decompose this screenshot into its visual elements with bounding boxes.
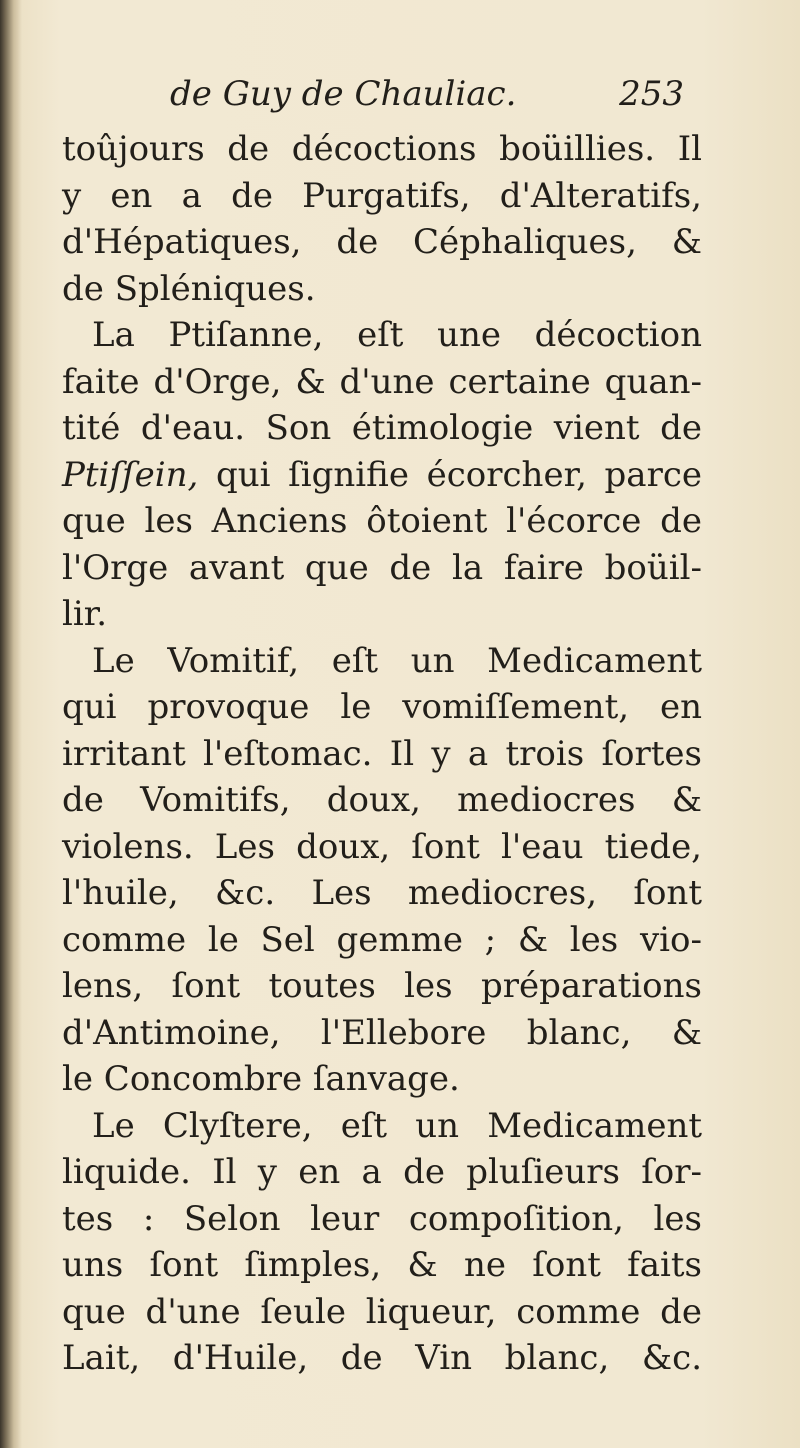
text-line: comme le Sel gemme ; & les vio- <box>62 919 702 960</box>
binding-gutter <box>0 0 22 1448</box>
text-line: irritant l'eſtomac. Il y a trois ſortes <box>62 733 702 774</box>
text-line: toûjours de décoctions boüillies. Il <box>62 129 702 169</box>
text-line: uns ſont ſimples, & ne ſont faits <box>62 1245 702 1285</box>
text-line: tes : Selon leur compoſition, les <box>62 1198 702 1239</box>
text-line: l'huile, &c. Les mediocres, ſont <box>62 873 702 913</box>
text-line: le Concombre ſanvage. <box>62 1059 460 1099</box>
text-line: y en a de Purgatifs, d'Alteratifs, <box>62 175 702 216</box>
text-line: Le Vomitif, eſt un Medicament <box>92 640 702 681</box>
text-line: de Spléniques. <box>62 268 316 309</box>
text-line: l'Orge avant que de la faire boüil- <box>62 547 702 588</box>
text-line-rest: qui ſignifie écorcher, parce <box>215 454 702 495</box>
text-line: lir. <box>62 594 108 634</box>
text-line: faite d'Orge, & d'une certaine quan- <box>62 361 702 402</box>
text-line-with-italic <box>62 452 702 499</box>
running-head-title: de Guy de Chauliac. <box>170 74 517 114</box>
text-line: violens. Les doux, ſont l'eau tiede, <box>62 826 702 867</box>
text-line: Lait, d'Huile, de Vin blanc, &c. <box>62 1338 702 1378</box>
text-line: La Ptiſanne, eſt une décoction <box>92 315 702 355</box>
text-line: de Vomitifs, doux, mediocres & <box>62 780 702 820</box>
page-number: 253 <box>619 74 684 114</box>
text-line: liquide. Il y en a de pluſieurs ſor- <box>62 1152 702 1192</box>
italic-word-ptissein: Ptiſſein, <box>62 454 199 495</box>
text-line: que les Anciens ôtoient l'écorce de <box>62 501 702 541</box>
body-text <box>62 126 702 1382</box>
running-head <box>62 70 702 126</box>
text-block <box>62 70 702 1382</box>
text-line: d'Antimoine, l'Ellebore blanc, & <box>62 1012 702 1053</box>
text-line: qui provoque le vomiſſement, en <box>62 687 702 727</box>
text-line: que d'une ſeule liqueur, comme de <box>62 1291 702 1332</box>
text-line: lens, ſont toutes les préparations <box>62 966 702 1006</box>
text-line: tité d'eau. Son étimologie vient de <box>62 408 702 448</box>
text-line: d'Hépatiques, de Céphaliques, & <box>62 222 702 262</box>
text-line: Le Clyſtere, eſt un Medicament <box>92 1105 702 1146</box>
